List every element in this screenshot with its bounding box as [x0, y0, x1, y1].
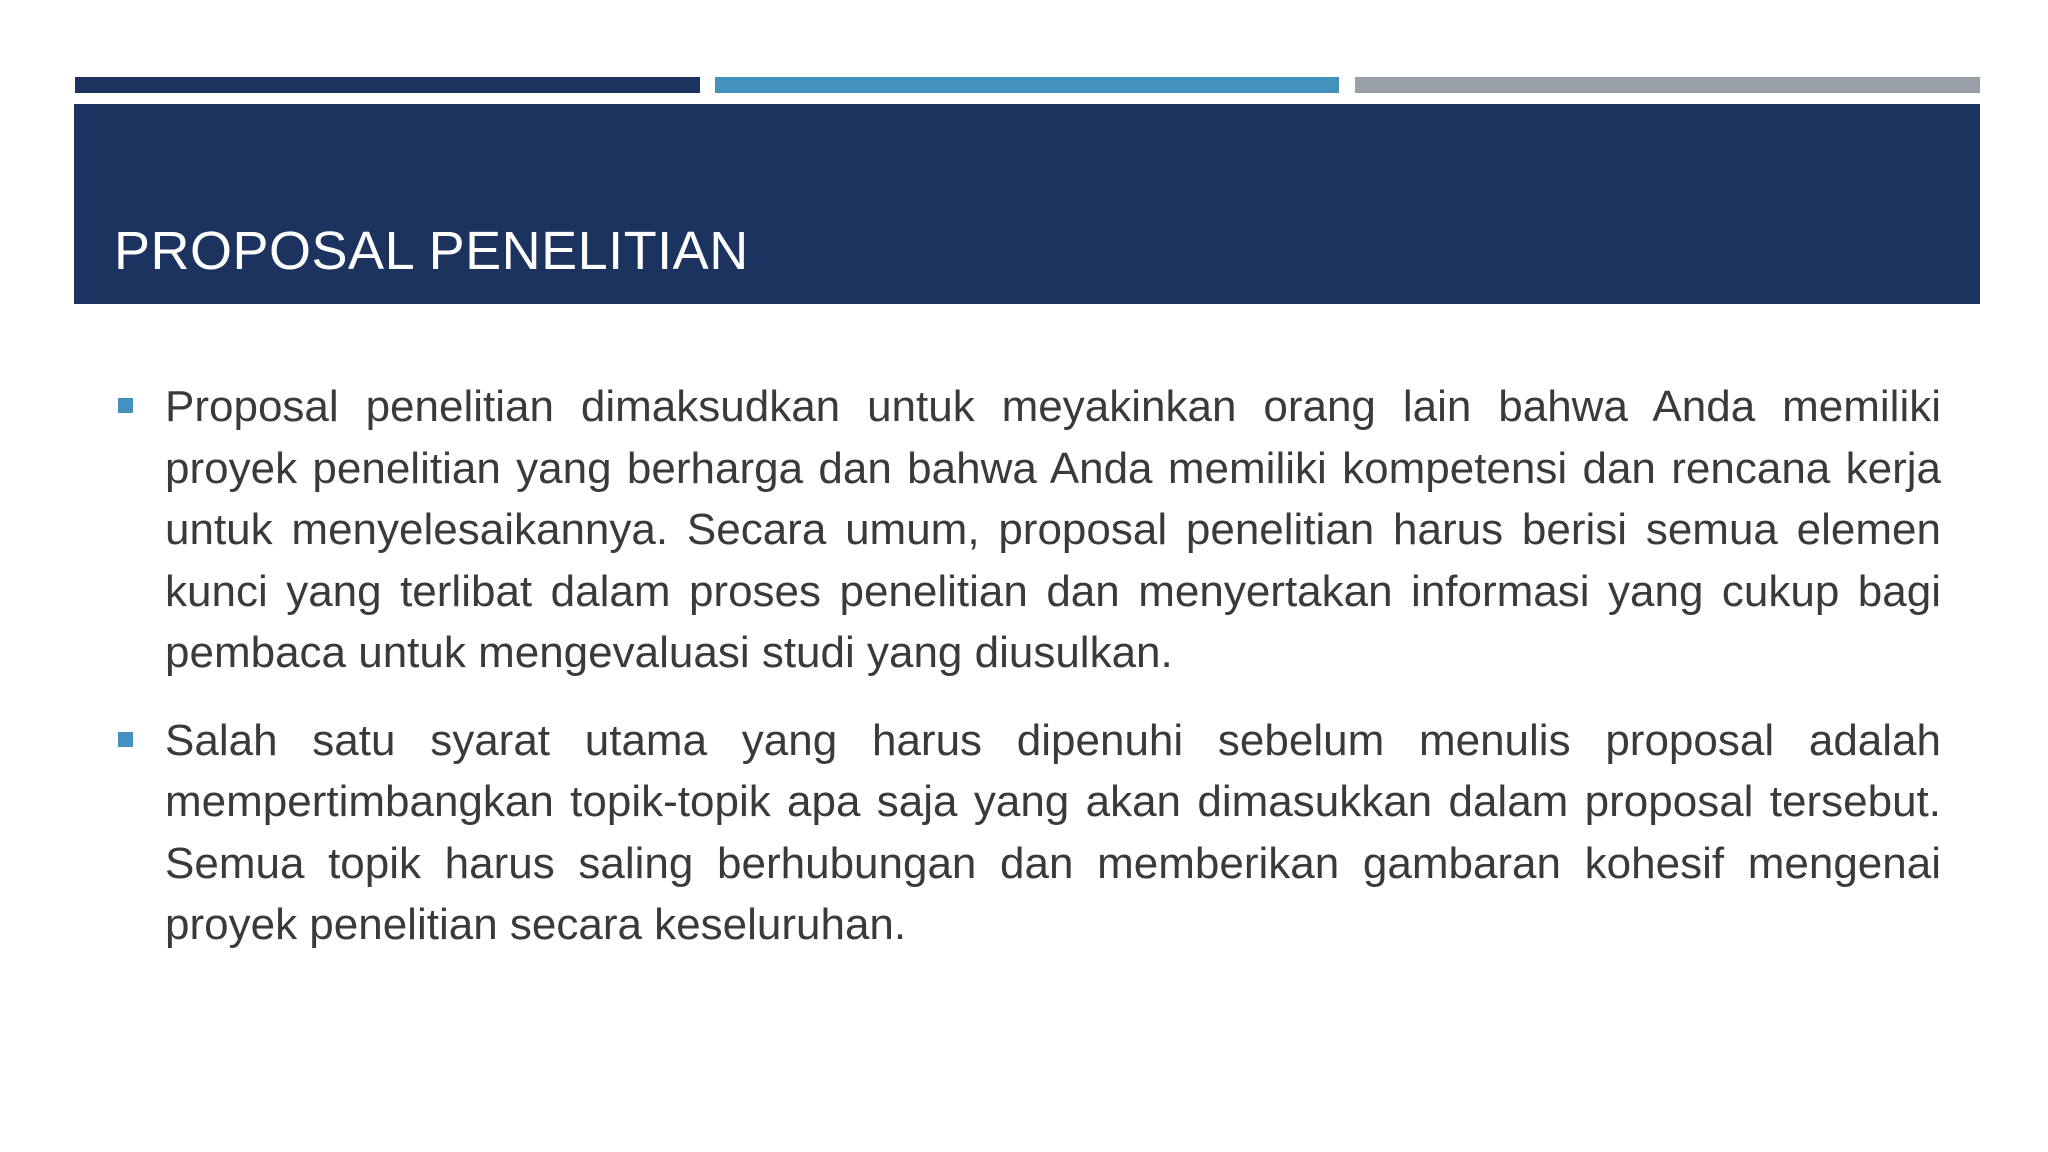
- title-band: [74, 104, 1980, 304]
- accent-bar-gray: [1355, 77, 1980, 93]
- bullet-text-2: Salah satu syarat utama yang harus dipenuhi sebelum menulis proposal adalah mempertimbangkan topik-topik apa saja yang akan dimasukkan dalam proposal tersebut. Semua topik harus saling berhubungan dan memberikan gambaran kohesif mengenai proyek penelitian secara keseluruhan.: [165, 715, 1941, 949]
- slide-title: PROPOSAL PENELITIAN: [114, 221, 749, 281]
- square-bullet-icon: [118, 398, 133, 413]
- bullet-text-1: Proposal penelitian dimaksudkan untuk meyakinkan orang lain bahwa Anda memiliki proyek penelitian yang berharga dan bahwa Anda memiliki kompetensi dan rencana kerja untuk menyelesaikannya. Secara umum, proposal penelitian harus berisi semua elemen kunci yang terlibat dalam proses penelitian dan menyertakan informasi yang cukup bagi pembaca untuk mengevaluasi studi yang diusulkan.: [165, 382, 1941, 677]
- accent-bar-dark: [75, 77, 700, 93]
- slide-content: [115, 376, 1941, 982]
- bullet-item-2: [115, 710, 1941, 956]
- square-bullet-icon: [118, 732, 133, 747]
- accent-bar-blue: [715, 77, 1339, 93]
- bullet-item-1: [115, 376, 1941, 684]
